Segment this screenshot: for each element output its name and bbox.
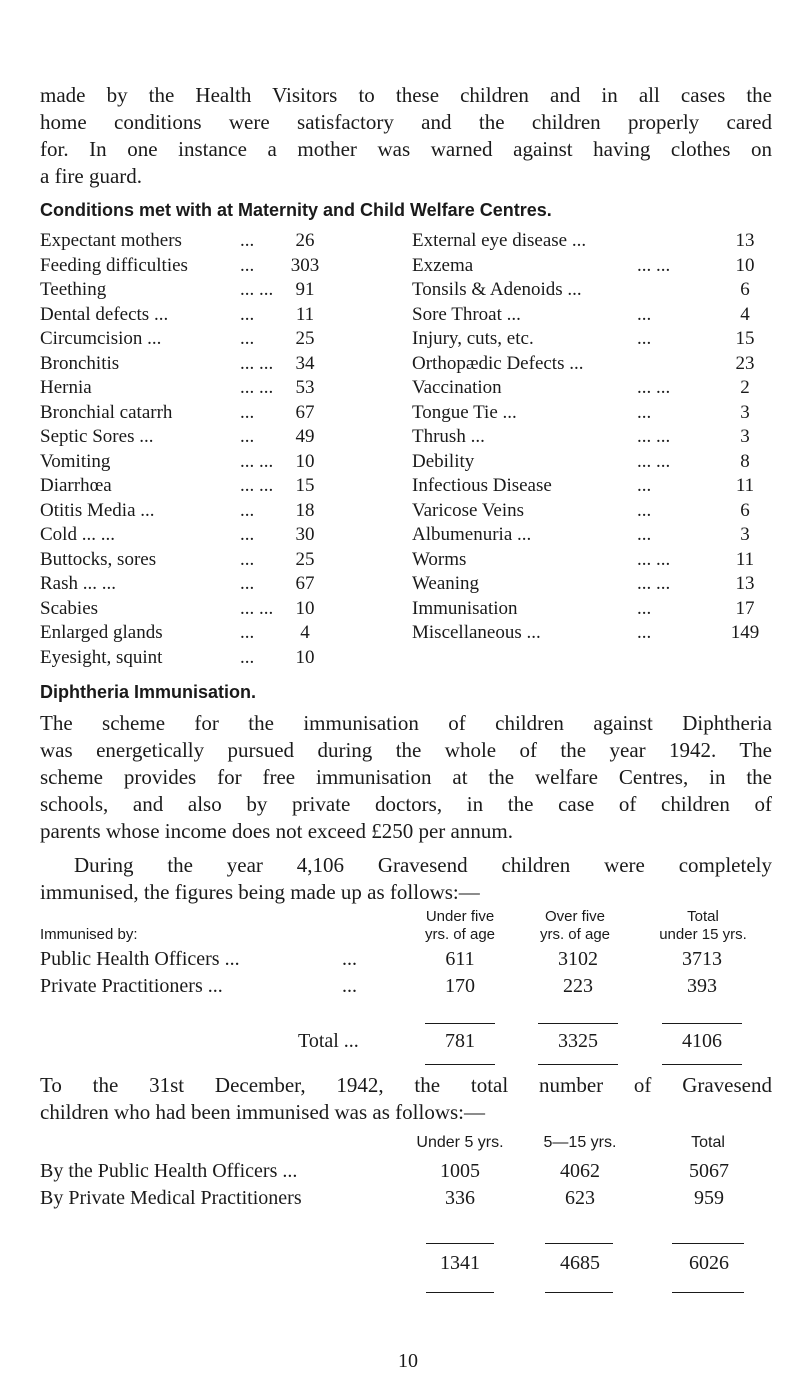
condition-value: 26 bbox=[295, 230, 315, 251]
condition-dots: ... bbox=[240, 646, 255, 668]
condition-name: Exzema bbox=[412, 254, 474, 276]
condition-name: Septic Sores ... bbox=[40, 426, 154, 447]
t1-row-dots: ... bbox=[342, 975, 357, 997]
condition-dots: ... ... bbox=[240, 352, 274, 374]
t1-rule bbox=[538, 1064, 618, 1065]
condition-name: Miscellaneous ... bbox=[412, 622, 541, 643]
condition-name: External eye disease ... bbox=[412, 230, 587, 251]
t1-label: Immunised by: bbox=[40, 926, 138, 943]
condition-row bbox=[412, 402, 772, 426]
para-line: The scheme for the immunisation of children against Diphtheria bbox=[40, 711, 772, 735]
t1-cell: 223 bbox=[563, 975, 593, 997]
t1-cell: 393 bbox=[687, 975, 717, 997]
condition-name: Cold ... ... bbox=[40, 524, 115, 545]
condition-dots: ... bbox=[637, 328, 652, 349]
t1-header-over-five-l1: Over five bbox=[544, 908, 605, 925]
condition-name: Worms bbox=[412, 548, 467, 570]
condition-name: Rash ... ... bbox=[40, 573, 116, 594]
condition-dots: ... ... bbox=[637, 548, 671, 570]
condition-name: Otitis Media ... bbox=[40, 499, 155, 521]
condition-value: 25 bbox=[295, 548, 315, 570]
condition-name: Vaccination bbox=[412, 377, 502, 398]
diphtheria-paragraph-1 bbox=[40, 710, 772, 845]
condition-value: 18 bbox=[295, 499, 315, 521]
condition-name: Teething bbox=[40, 279, 107, 300]
t2-header: Total bbox=[691, 1134, 725, 1151]
t1-rule bbox=[425, 1023, 495, 1024]
t1-total-cell: 4106 bbox=[682, 1030, 722, 1052]
condition-dots: ... ... bbox=[240, 475, 274, 496]
condition-value: 10 bbox=[295, 597, 315, 619]
t1-header-under-five-l1: Under five bbox=[425, 908, 495, 925]
condition-value: 15 bbox=[295, 475, 315, 496]
para-line: was energetically pursued during the whole of the year 1942. The bbox=[40, 738, 772, 762]
condition-dots: ... bbox=[240, 328, 255, 349]
condition-dots: ... bbox=[240, 548, 255, 570]
condition-value: 10 bbox=[295, 450, 315, 472]
para-line: immunised, the figures being made up as follows:— bbox=[40, 880, 480, 904]
condition-value: 23 bbox=[735, 352, 755, 374]
condition-value: 13 bbox=[735, 230, 755, 251]
t1-header-over-five-l2: yrs. of age bbox=[539, 926, 611, 943]
condition-value: 3 bbox=[740, 401, 750, 423]
condition-dots: ... bbox=[240, 622, 255, 643]
condition-row bbox=[412, 304, 772, 328]
t1-total-label: Total ... bbox=[298, 1030, 359, 1052]
condition-name: Buttocks, sores bbox=[40, 548, 157, 570]
condition-name: Bronchitis bbox=[40, 352, 120, 374]
condition-row bbox=[412, 230, 772, 254]
t2-cell: 336 bbox=[445, 1187, 475, 1209]
condition-name: Bronchial catarrh bbox=[40, 401, 173, 423]
t1-rule bbox=[662, 1064, 742, 1065]
t2-rule bbox=[672, 1243, 744, 1244]
condition-value: 303 bbox=[290, 254, 320, 276]
t1-header-total-l2: under 15 yrs. bbox=[659, 926, 747, 943]
t1-header-total-l1: Total bbox=[687, 908, 719, 925]
para-line: schools, and also by private doctors, in the case of children of bbox=[40, 792, 772, 816]
condition-name: Infectious Disease bbox=[412, 475, 552, 496]
condition-value: 13 bbox=[735, 573, 755, 594]
condition-row bbox=[412, 426, 772, 450]
condition-dots: ... ... bbox=[240, 450, 274, 472]
condition-row bbox=[40, 598, 410, 622]
para-line: To the 31st December, 1942, the total number of Gravesend bbox=[40, 1073, 772, 1097]
condition-dots: ... ... bbox=[637, 426, 671, 447]
t2-row-name: By Private Medical Practitioners bbox=[40, 1187, 302, 1209]
t2-header: Under 5 yrs. bbox=[416, 1134, 504, 1151]
t1-total-cell: 3325 bbox=[558, 1030, 598, 1052]
condition-name: Tonsils & Adenoids ... bbox=[412, 279, 582, 300]
condition-row bbox=[412, 353, 772, 377]
t2-row-name: By the Public Health Officers ... bbox=[40, 1160, 298, 1182]
t1-rule bbox=[425, 1064, 495, 1065]
paragraph-3 bbox=[40, 1072, 772, 1126]
condition-value: 15 bbox=[735, 328, 755, 349]
condition-row bbox=[412, 328, 772, 352]
condition-name: Injury, cuts, etc. bbox=[412, 328, 534, 349]
condition-value: 3 bbox=[740, 426, 750, 447]
condition-value: 149 bbox=[730, 622, 760, 643]
condition-row bbox=[412, 573, 772, 597]
condition-name: Orthopædic Defects ... bbox=[412, 352, 584, 374]
condition-row bbox=[412, 255, 772, 279]
t2-rule bbox=[545, 1292, 613, 1293]
intro-line: made by the Health Visitors to these children and in all cases the bbox=[40, 83, 772, 107]
intro-line: a fire guard. bbox=[40, 164, 143, 188]
condition-value: 49 bbox=[295, 426, 315, 447]
condition-row bbox=[412, 377, 772, 401]
condition-row bbox=[412, 549, 772, 573]
condition-name: Weaning bbox=[412, 573, 480, 594]
condition-row bbox=[40, 230, 410, 254]
condition-dots: ... ... bbox=[637, 377, 671, 398]
condition-value: 2 bbox=[740, 377, 750, 398]
condition-dots: ... bbox=[637, 499, 652, 521]
condition-value: 11 bbox=[295, 303, 315, 325]
conditions-heading: Conditions met with at Maternity and Child Welfare Centres. bbox=[40, 200, 552, 220]
condition-value: 4 bbox=[740, 303, 750, 325]
condition-dots: ... bbox=[637, 303, 652, 325]
condition-row bbox=[412, 598, 772, 622]
condition-dots: ... bbox=[637, 597, 652, 619]
condition-dots: ... bbox=[240, 573, 255, 594]
condition-value: 91 bbox=[295, 279, 315, 300]
intro-line: for. In one instance a mother was warned against having clothes on bbox=[40, 137, 772, 161]
condition-value: 53 bbox=[295, 377, 315, 398]
para-line: During the year 4,106 Gravesend children were completely bbox=[74, 853, 772, 877]
t1-rule bbox=[538, 1023, 618, 1024]
t2-total-cell: 6026 bbox=[689, 1252, 729, 1274]
condition-value: 10 bbox=[735, 254, 755, 276]
condition-dots: ... ... bbox=[637, 254, 671, 276]
condition-row bbox=[40, 647, 410, 671]
para-line: children who had been immunised was as follows:— bbox=[40, 1100, 485, 1124]
t2-rule bbox=[672, 1292, 744, 1293]
condition-value: 25 bbox=[295, 328, 315, 349]
t1-row-name: Private Practitioners ... bbox=[40, 975, 223, 997]
condition-dots: ... ... bbox=[240, 279, 274, 300]
condition-name: Debility bbox=[412, 450, 475, 472]
condition-name: Circumcision ... bbox=[40, 328, 162, 349]
condition-row bbox=[40, 622, 410, 646]
condition-row bbox=[40, 353, 410, 377]
t1-cell: 611 bbox=[445, 948, 475, 970]
t2-cell: 1005 bbox=[440, 1160, 480, 1182]
condition-dots: ... bbox=[637, 401, 652, 423]
condition-row bbox=[40, 328, 410, 352]
t1-cell: 170 bbox=[445, 975, 475, 997]
condition-dots: ... bbox=[240, 426, 255, 447]
intro-line: home conditions were satisfactory and the children properly cared bbox=[40, 110, 772, 134]
intro-paragraph bbox=[40, 82, 772, 190]
condition-name: Diarrhœa bbox=[40, 475, 112, 496]
condition-dots: ... bbox=[240, 499, 255, 521]
condition-row bbox=[40, 304, 410, 328]
condition-row bbox=[40, 402, 410, 426]
t2-rule bbox=[426, 1243, 494, 1244]
condition-row bbox=[40, 255, 410, 279]
condition-value: 3 bbox=[740, 524, 750, 545]
condition-dots: ... ... bbox=[637, 450, 671, 472]
t1-rule bbox=[662, 1023, 742, 1024]
condition-name: Feeding difficulties bbox=[40, 254, 188, 276]
diphtheria-heading: Diphtheria Immunisation. bbox=[40, 682, 257, 702]
condition-row bbox=[40, 573, 410, 597]
condition-row bbox=[412, 279, 772, 303]
t2-rule bbox=[426, 1292, 494, 1293]
condition-value: 6 bbox=[740, 499, 750, 521]
t1-total-cell: 781 bbox=[445, 1030, 475, 1052]
condition-value: 11 bbox=[735, 475, 755, 496]
condition-dots: ... bbox=[637, 622, 652, 643]
t1-row-dots: ... bbox=[342, 948, 357, 970]
condition-dots: ... bbox=[637, 524, 652, 545]
condition-row bbox=[40, 426, 410, 450]
condition-dots: ... bbox=[240, 230, 255, 251]
condition-name: Sore Throat ... bbox=[412, 303, 521, 325]
condition-value: 34 bbox=[295, 352, 315, 374]
condition-name: Thrush ... bbox=[412, 426, 485, 447]
condition-name: Expectant mothers bbox=[40, 230, 182, 251]
condition-row bbox=[412, 500, 772, 524]
condition-row bbox=[40, 524, 410, 548]
condition-name: Eyesight, squint bbox=[40, 646, 163, 668]
t1-row-name: Public Health Officers ... bbox=[40, 948, 240, 970]
t2-total-cell: 4685 bbox=[560, 1252, 600, 1274]
condition-dots: ... bbox=[637, 475, 652, 496]
diphtheria-paragraph-2 bbox=[40, 852, 772, 906]
t2-cell: 959 bbox=[694, 1187, 724, 1209]
t1-header-under-five-l2: yrs. of age bbox=[424, 926, 496, 943]
condition-name: Albumenuria ... bbox=[412, 524, 532, 545]
condition-value: 67 bbox=[295, 573, 315, 594]
condition-dots: ... ... bbox=[240, 597, 274, 619]
condition-value: 10 bbox=[295, 646, 315, 668]
para-line: scheme provides for free immunisation at the welfare Centres, in the bbox=[40, 765, 772, 789]
condition-value: 11 bbox=[735, 548, 755, 570]
condition-value: 67 bbox=[295, 401, 315, 423]
condition-row bbox=[40, 451, 410, 475]
condition-row bbox=[412, 524, 772, 548]
t2-cell: 5067 bbox=[689, 1160, 729, 1182]
para-line: parents whose income does not exceed £250 per annum. bbox=[40, 819, 513, 843]
t2-total-cell: 1341 bbox=[440, 1252, 480, 1274]
condition-row bbox=[412, 451, 772, 475]
condition-row bbox=[40, 377, 410, 401]
t1-cell: 3102 bbox=[558, 948, 598, 970]
condition-name: Varicose Veins bbox=[412, 499, 525, 521]
condition-dots: ... bbox=[240, 254, 255, 276]
condition-name: Scabies bbox=[40, 597, 99, 619]
t2-cell: 623 bbox=[565, 1187, 595, 1209]
t2-header: 5—15 yrs. bbox=[543, 1134, 617, 1151]
condition-dots: ... ... bbox=[240, 377, 274, 398]
condition-row bbox=[40, 500, 410, 524]
condition-row bbox=[40, 549, 410, 573]
condition-value: 8 bbox=[740, 450, 750, 472]
t1-cell: 3713 bbox=[682, 948, 722, 970]
condition-value: 17 bbox=[735, 597, 755, 619]
condition-name: Enlarged glands bbox=[40, 622, 163, 643]
condition-name: Tongue Tie ... bbox=[412, 401, 517, 423]
condition-value: 4 bbox=[300, 622, 310, 643]
condition-name: Hernia bbox=[40, 377, 92, 398]
condition-value: 30 bbox=[295, 524, 315, 545]
t2-rule bbox=[545, 1243, 613, 1244]
page-number: 10 bbox=[398, 1350, 418, 1372]
condition-row bbox=[412, 622, 772, 646]
condition-value: 6 bbox=[740, 279, 750, 300]
condition-dots: ... bbox=[240, 524, 255, 545]
condition-row bbox=[412, 475, 772, 499]
t2-cell: 4062 bbox=[560, 1160, 600, 1182]
condition-row bbox=[40, 279, 410, 303]
condition-dots: ... bbox=[240, 303, 255, 325]
condition-dots: ... ... bbox=[637, 573, 671, 594]
condition-dots: ... bbox=[240, 401, 255, 423]
condition-row bbox=[40, 475, 410, 499]
condition-name: Immunisation bbox=[412, 597, 518, 619]
condition-name: Dental defects ... bbox=[40, 303, 169, 325]
condition-name: Vomiting bbox=[40, 450, 111, 472]
